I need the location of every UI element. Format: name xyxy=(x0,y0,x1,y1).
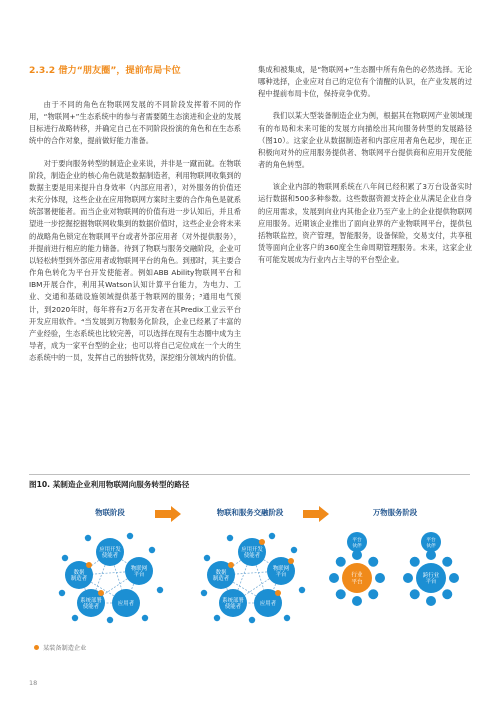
user-label: 应用者 xyxy=(259,601,277,607)
right-paragraph-1: 集成和被集成，是“物联网+”生态圈中所有角色的必然选择。无论哪种选择，企业应对自己的定位有个清醒的认识，在产业发展的过程中提前布局卡位，保持竞争优势。 xyxy=(258,65,472,99)
partner-dot xyxy=(142,615,148,621)
partner-dot xyxy=(85,535,91,541)
ecosystem-partner-dot xyxy=(352,596,362,606)
ecosystem-partner-dot xyxy=(368,589,378,599)
ecosystem-partner-dot xyxy=(410,589,420,599)
left-paragraph-2: 对于要向服务转型的制造企业来说，并非是一蹴而就。在物联阶段，制造企业的核心角色就是数据制造者，利用物联网收集到的数据主要是用来提升自身效率（内部应用者），对外服务的价值还未充分体现，这些企业在应用物联网方案时主要的合作角色是就系统部署便能者。而当企业对物联网的价值有进一步认知后，并且希望进一步挖掘挖掘物联网收集到的数据价值时，这些企业会将未来的战略角色锁定在物联网平台或者外部应用者（对外提供服务），并提前进行相应的能力储备。待到了物联与服务交融阶段，企业可以轻松转型到外部应用者或物联网平台的角色。到那时，其主要合作角色转化为平台开发使能者。例如ABB Ability物联网平台和IBM开展合作，利用其Watson认知计算平台能力，为电力、工业、交通和基础设施领域提供基于物联网的服务；³通用电气预计，到2020年时，每年将有2万名开发者在其Predix工业云平台开发应用软件。⁴当发展到万物服务化阶段，企业已经累了丰富的产业经验，生态系统也比较完善，可以选择在现有生态圈中成为主导者，成为一家平台型的企业；也可以将自己定位成在一个大的生态系统中的一员，发挥自己的独特优势，深挖细分领域内的价值。 xyxy=(29,158,241,363)
data-maker-label: 数据制造者 xyxy=(70,569,88,583)
user-label: 应用者 xyxy=(117,601,135,607)
company-marker xyxy=(228,562,234,568)
ecosystem-partner-dot xyxy=(410,557,420,567)
partner-dot xyxy=(127,533,133,539)
stage-1-network xyxy=(59,533,163,623)
partner-dot xyxy=(269,533,275,539)
stage-arrow xyxy=(303,506,329,522)
section-title: 2.3.2 借力“朋友圈”，提前布局卡位 xyxy=(29,65,181,76)
platform-partner-label: 平台伙伴 xyxy=(426,538,436,549)
legend-marker xyxy=(34,645,39,650)
right-paragraph-2: 我们以某大型装备制造企业为例，根据其在物联网产业领域现有的布局和未来可能的发展方向描绘出其向服务转型的发展路径（图10）。这家企业从数据制造者和内部应用者角色起步，现在正积极向对外的应用服务提供者、物联网平台提供商和应用开发使能者的角色转型。 xyxy=(258,111,472,170)
partner-dot xyxy=(299,587,305,593)
ecosystem-partner-dot xyxy=(336,589,346,599)
partner-dot xyxy=(204,555,210,561)
ecosystem-partner-dot xyxy=(449,573,459,583)
partner-dot xyxy=(157,587,163,593)
ecosystem-partner-dot xyxy=(426,596,436,606)
partner-dot xyxy=(59,590,65,596)
left-paragraph-1: 由于不同的角色在物联网发展的不同阶段发挥着不同的作用，“物联网+”生态系统中的参与者需要随生态演进和企业的发展目标进行战略转移，并确定自己在不同阶段扮演的角色和在生态系统中的合作对象，提前做好能力准备。 xyxy=(29,100,241,146)
legend xyxy=(34,643,86,652)
partner-dot xyxy=(249,617,255,623)
deployment-enabler-label: 系统部署使能者 xyxy=(222,597,244,611)
industry-platform-label: 行业平台 xyxy=(351,572,363,586)
stage-label-3: 万物服务阶段 xyxy=(372,508,418,517)
partner-dot xyxy=(107,617,113,623)
stage-3-network xyxy=(329,532,459,606)
partner-dot xyxy=(62,555,68,561)
stage-2-network xyxy=(201,533,305,623)
data-maker-label: 数据制造者 xyxy=(212,569,230,583)
figure-title: 图10. 某制造企业利用物联网向服务转型的路径 xyxy=(29,480,190,489)
legend-label: 某装备制造企业 xyxy=(43,645,87,652)
iot-platform-label: 物联网平台 xyxy=(130,565,148,579)
partner-dot xyxy=(291,547,297,553)
app-dev-enabler-label: 应用开发使能者 xyxy=(99,546,121,560)
ecosystem-partner-dot xyxy=(368,557,378,567)
company-marker xyxy=(86,562,92,568)
iot-platform-label: 物联网平台 xyxy=(272,565,290,579)
stage-arrows xyxy=(155,506,329,522)
right-paragraph-3: 该企业内部的物联网系统在八年间已经积累了3万台设备实时运行数据和500多种参数。这些数据资源支持企业从满足企业自身的应用需求，发展到向业内其他企业乃至产业上的企业提供物联网应用服务。近期该企业推出了面向业界的产业物联网平台，提供包括物联监控，资产管理，智能服务，设备保险，交易支付，共享租赁等面向企业客户的360度全生命周期管理服务。未来，这家企业有可能发展成为行业内占主导的平台型企业。 xyxy=(258,182,472,265)
stage-label-2: 物联和服务交融阶段 xyxy=(216,508,284,517)
ecosystem-partner-dot xyxy=(442,589,452,599)
partner-dot xyxy=(149,547,155,553)
ecosystem-partner-dot xyxy=(336,557,346,567)
cross-industry-platform-label: 跨行业平台 xyxy=(422,572,440,586)
app-dev-enabler-label: 应用开发使能者 xyxy=(241,546,263,560)
partner-dot xyxy=(284,615,290,621)
company-marker xyxy=(259,539,265,545)
stage-label-1: 物联阶段 xyxy=(95,508,125,517)
ecosystem-partner-dot xyxy=(442,557,452,567)
company-marker xyxy=(275,590,281,596)
partner-dot xyxy=(214,615,220,621)
page-number: 18 xyxy=(29,679,38,687)
partner-dot xyxy=(72,615,78,621)
deployment-enabler-label: 系统部署使能者 xyxy=(80,597,102,611)
ecosystem-partner-dot xyxy=(329,573,339,583)
ecosystem-partner-dot xyxy=(403,573,413,583)
partner-dot xyxy=(201,590,207,596)
ecosystem-partner-dot xyxy=(375,573,385,583)
company-marker xyxy=(98,590,104,596)
company-marker xyxy=(288,558,294,564)
stage-arrow xyxy=(155,506,181,522)
partner-dot xyxy=(227,535,233,541)
platform-partner-label: 平台伙伴 xyxy=(352,538,362,549)
